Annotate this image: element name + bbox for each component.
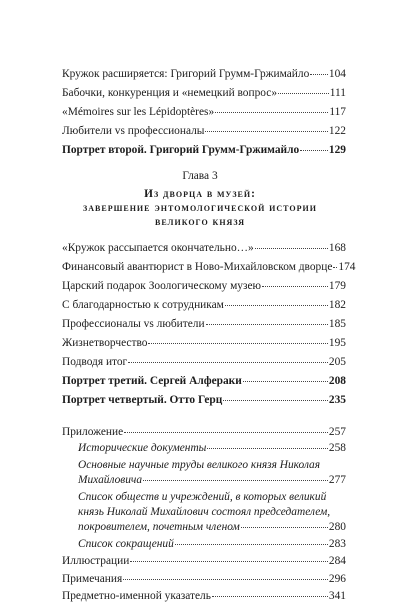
dot-leader — [243, 381, 328, 382]
dot-leader — [130, 561, 328, 562]
toc-entry-title: «Кружок рассыпается окончательно…» — [62, 242, 254, 254]
toc-entry-title: Жизнетворчество — [62, 337, 148, 349]
toc-entry[interactable] — [62, 279, 346, 293]
toc-entry-title: Бабочки, конкуренция и «немецкий вопрос» — [62, 87, 278, 99]
toc-entry-title: Кружок расширяется: Григорий Грумм-Гржимайло — [62, 68, 310, 80]
chapter-title-line: великого князя — [154, 216, 246, 228]
toc-entry-title: С благодарностью к сотрудникам — [62, 299, 224, 311]
toc-entry-title: Финансовый авантюрист в Ново-Михайловском дворце — [62, 261, 333, 273]
toc-entry[interactable] — [62, 317, 346, 331]
dot-leader — [215, 112, 328, 113]
dot-leader — [255, 248, 328, 249]
toc-entry-page: 122 — [328, 125, 346, 137]
toc-subentry-title: Список обществ и учреждений, в которых великий — [78, 491, 327, 503]
dot-leader — [148, 343, 327, 344]
toc-entry[interactable] — [62, 86, 346, 100]
dot-leader — [223, 400, 328, 401]
dot-leader — [124, 432, 328, 433]
dot-leader — [262, 286, 328, 287]
dot-leader — [212, 596, 328, 597]
toc-entry-portrait[interactable] — [62, 393, 346, 407]
toc-entry-page: 235 — [328, 394, 346, 406]
toc-entry-page: 283 — [328, 538, 346, 550]
toc-entry-page: 205 — [328, 356, 346, 368]
toc-subentry-title: князь Николай Михайлович состоял председателем, — [78, 506, 331, 518]
toc-entry[interactable] — [62, 298, 346, 312]
toc-entry-title: Портрет второй. Григорий Грумм-Гржимайло — [62, 144, 300, 156]
toc-subentry[interactable] — [78, 458, 346, 488]
chapter-title-line: завершение энтомологической истории — [83, 202, 317, 214]
toc-subentry[interactable] — [78, 537, 346, 552]
dot-leader — [310, 74, 328, 75]
toc-entry-page: 174 — [338, 261, 356, 273]
toc-entry-title: Предметно-именной указатель — [62, 590, 211, 602]
toc-subentry[interactable] — [78, 441, 346, 456]
dot-leader — [175, 544, 328, 545]
toc-subentry[interactable] — [78, 490, 346, 535]
dot-leader — [333, 267, 337, 268]
toc-entry[interactable] — [62, 572, 346, 586]
toc-entry-appendix[interactable] — [62, 425, 346, 439]
toc-entry-title: «Mémoires sur les Lépidoptères» — [62, 106, 215, 118]
toc-entry[interactable] — [62, 336, 346, 350]
toc-entry[interactable] — [62, 124, 346, 138]
toc-entry-title: Царский подарок Зоологическому музею — [62, 280, 262, 292]
toc-entry-page: 296 — [328, 573, 346, 585]
toc-entry[interactable] — [62, 589, 346, 603]
toc-entry-portrait[interactable] — [62, 143, 346, 157]
toc-entry-page: 111 — [329, 87, 346, 99]
toc-entry-page: 284 — [328, 555, 346, 567]
toc-entry-page: 280 — [328, 521, 346, 533]
toc-entry-page: 277 — [328, 474, 346, 486]
toc-subentry-title: Михайловича — [78, 474, 143, 486]
toc-entry-title: Портрет четвертый. Отто Герц — [62, 394, 223, 406]
toc-entry-page: 195 — [328, 337, 346, 349]
dot-leader — [143, 480, 328, 481]
toc-entry-page: 179 — [328, 280, 346, 292]
toc-subentry-title: покровителем, почетным членом — [78, 521, 240, 533]
dot-leader — [128, 362, 328, 363]
dot-leader — [225, 305, 328, 306]
toc-entry[interactable] — [62, 554, 346, 568]
toc-entry[interactable] — [62, 260, 356, 274]
toc-entry-title: Любители vs профессионалы — [62, 125, 205, 137]
toc-entry-title: Примечания — [62, 573, 123, 585]
toc-entry-page: 341 — [328, 590, 346, 602]
dot-leader — [300, 150, 328, 151]
toc-entry-title: Приложение — [62, 426, 124, 438]
dot-leader — [123, 579, 328, 580]
dot-leader — [205, 131, 327, 132]
toc-entry[interactable] — [62, 67, 346, 81]
dot-leader — [207, 448, 328, 449]
toc-entry-portrait[interactable] — [62, 374, 346, 388]
toc-entry-title: Профессионалы vs любители — [62, 318, 205, 330]
toc-entry-title: Иллюстрации — [62, 555, 130, 567]
toc-entry-page: 258 — [328, 442, 346, 454]
dot-leader — [206, 324, 328, 325]
toc-entry-page: 185 — [328, 318, 346, 330]
toc-subentry-title: Исторические документы — [78, 442, 207, 454]
dot-leader — [241, 527, 328, 528]
chapter-title-line: Из дворца в музей: — [144, 188, 256, 200]
dot-leader — [278, 93, 329, 94]
toc-entry-page: 182 — [328, 299, 346, 311]
toc-entry[interactable] — [62, 355, 346, 369]
toc-entry-title: Подводя итог — [62, 356, 128, 368]
toc-subentry-title: Список сокращений — [78, 538, 174, 550]
toc-entry-page: 117 — [329, 106, 346, 118]
toc-entry[interactable] — [62, 241, 346, 255]
toc-entry-page: 257 — [328, 426, 346, 438]
chapter-title — [40, 187, 360, 229]
toc-subentry-title: Основные научные труды великого князя Николая — [78, 459, 321, 471]
toc-entry-page: 168 — [328, 242, 346, 254]
toc-entry-page: 104 — [328, 68, 346, 80]
toc-entry-page: 129 — [328, 144, 346, 156]
chapter-label: Глава 3 — [182, 170, 218, 182]
toc-entry-title: Портрет третий. Сергей Алфераки — [62, 375, 242, 387]
toc-entry[interactable] — [62, 105, 346, 119]
toc-entry-page: 208 — [328, 375, 346, 387]
